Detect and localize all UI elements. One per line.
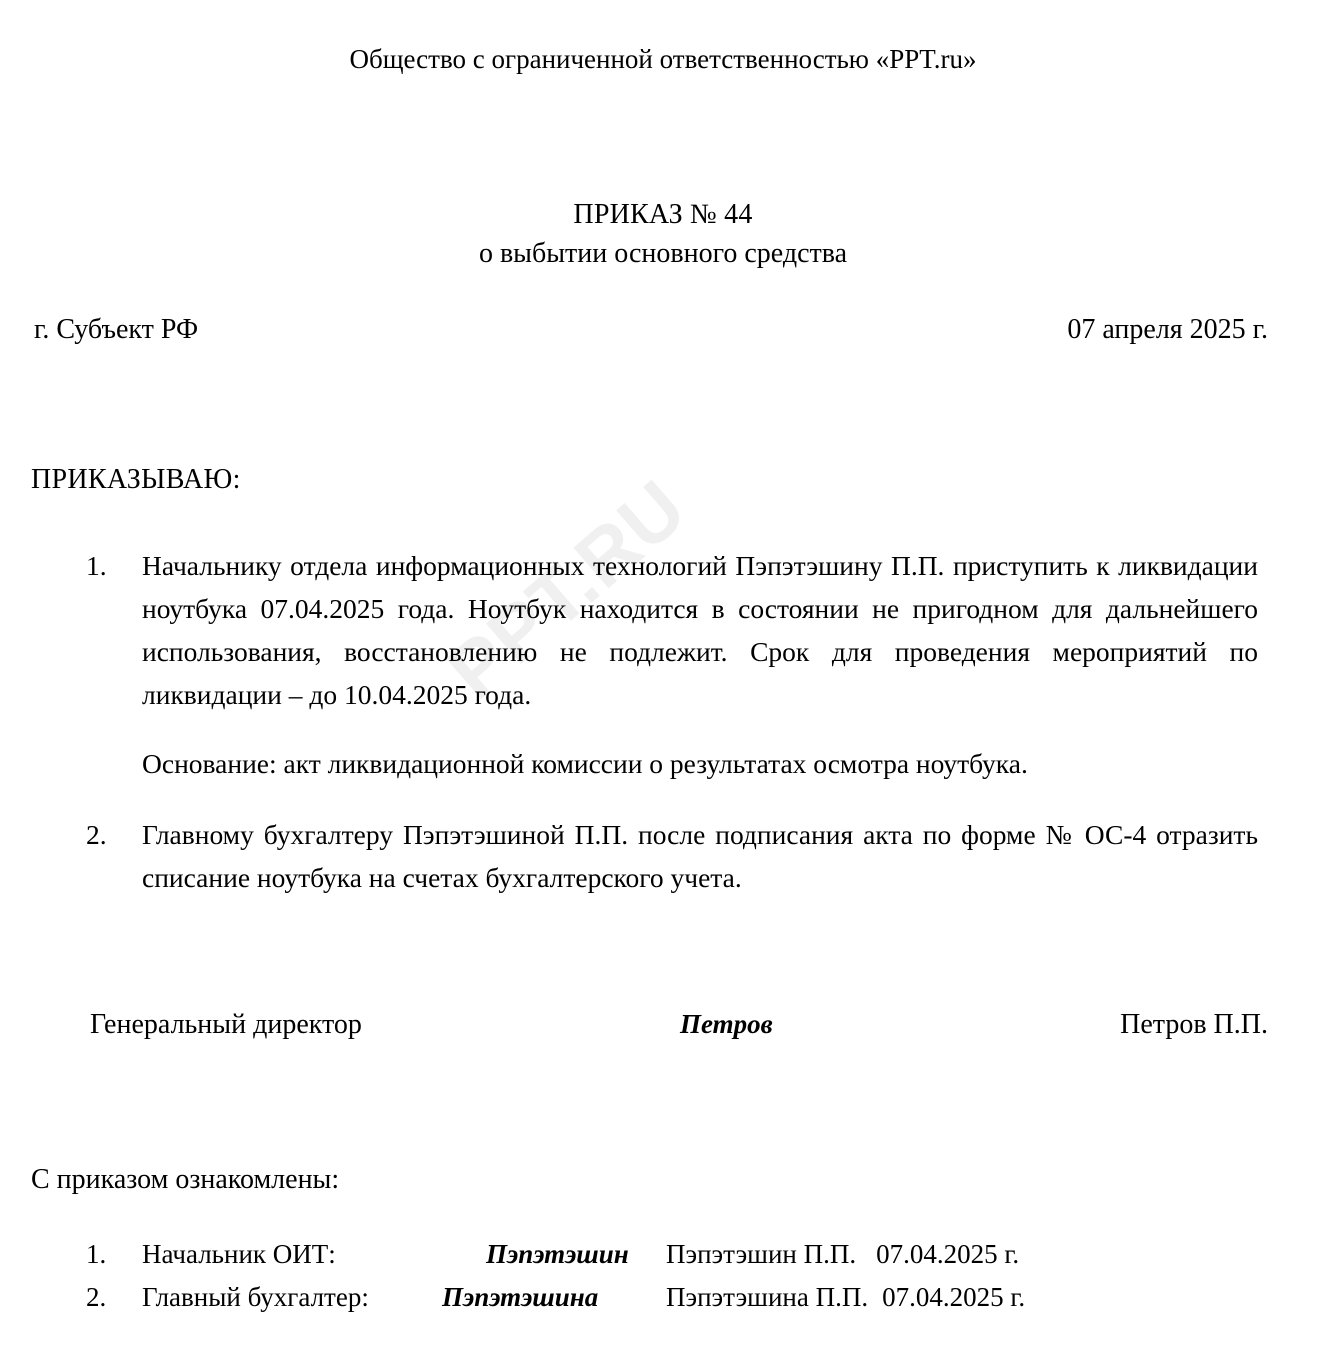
ack-date: 07.04.2025 г. bbox=[882, 1282, 1026, 1312]
page-title: ПРИКАЗ № 44 bbox=[573, 199, 753, 230]
date-label: 07 апреля 2025 г. bbox=[1067, 314, 1268, 345]
organization-name: Общество с ограниченной ответственностью «PPT.ru» bbox=[349, 44, 977, 74]
signer-role: Генеральный директор bbox=[90, 1009, 362, 1040]
document-subtitle: о выбытии основного средства bbox=[478, 238, 848, 269]
acknowledgement-title: С приказом ознакомлены: bbox=[31, 1164, 340, 1195]
clause-note-row bbox=[86, 716, 1258, 785]
clause-item bbox=[86, 544, 1258, 716]
ack-number: 2. bbox=[86, 1282, 107, 1312]
acknowledgement-row bbox=[86, 1233, 1266, 1276]
clause-list bbox=[86, 544, 1258, 899]
clause-number: 1. bbox=[86, 550, 107, 581]
clause-item bbox=[86, 813, 1258, 899]
acknowledgement-row bbox=[86, 1276, 1266, 1319]
ack-number: 1. bbox=[86, 1239, 107, 1269]
ack-person-name: Пэпэтэшина П.П. bbox=[666, 1282, 869, 1312]
signature-row bbox=[90, 1004, 1268, 1045]
clause-text: Главному бухгалтеру Пэпэтэшиной П.П. после подписания акта по форме № ОС-4 отразить списание ноутбука на счетах бухгалтерского учета. bbox=[142, 819, 1258, 893]
place-date-row bbox=[34, 310, 1268, 350]
clause-text: Начальнику отдела информационных технологий Пэпэтэшину П.П. приступить к ликвидации ноутбука 07.04.2025 года. Ноутбук находится в состоянии не пригодном для дальнейшего использования, восстановлению не подлежит. Срок для проведения мероприятий по ликвидации – до 10.04.2025 года. bbox=[142, 550, 1258, 710]
signature-mark: Петров bbox=[680, 1009, 773, 1039]
clause-spacer bbox=[86, 785, 1258, 813]
ack-signature-mark: Пэпэтэшин bbox=[486, 1239, 629, 1269]
ack-date: 07.04.2025 г. bbox=[876, 1239, 1020, 1269]
ack-person-name: Пэпэтэшин П.П. bbox=[666, 1239, 857, 1269]
place-label: г. Субъект РФ bbox=[34, 314, 199, 345]
clause-basis-text: Основание: акт ликвидационной комиссии о результатах осмотра ноутбука. bbox=[142, 748, 1028, 779]
ack-role: Начальник ОИТ: bbox=[142, 1239, 336, 1269]
ack-role: Главный бухгалтер: bbox=[142, 1282, 369, 1312]
signer-name: Петров П.П. bbox=[1120, 1009, 1268, 1040]
clause-number: 2. bbox=[86, 819, 107, 850]
ack-signature-mark: Пэпэтэшина bbox=[442, 1282, 599, 1312]
acknowledgement-list bbox=[86, 1233, 1266, 1319]
order-keyword: ПРИКАЗЫВАЮ: bbox=[31, 464, 241, 495]
watermark-text: PPT.RU bbox=[430, 462, 703, 716]
